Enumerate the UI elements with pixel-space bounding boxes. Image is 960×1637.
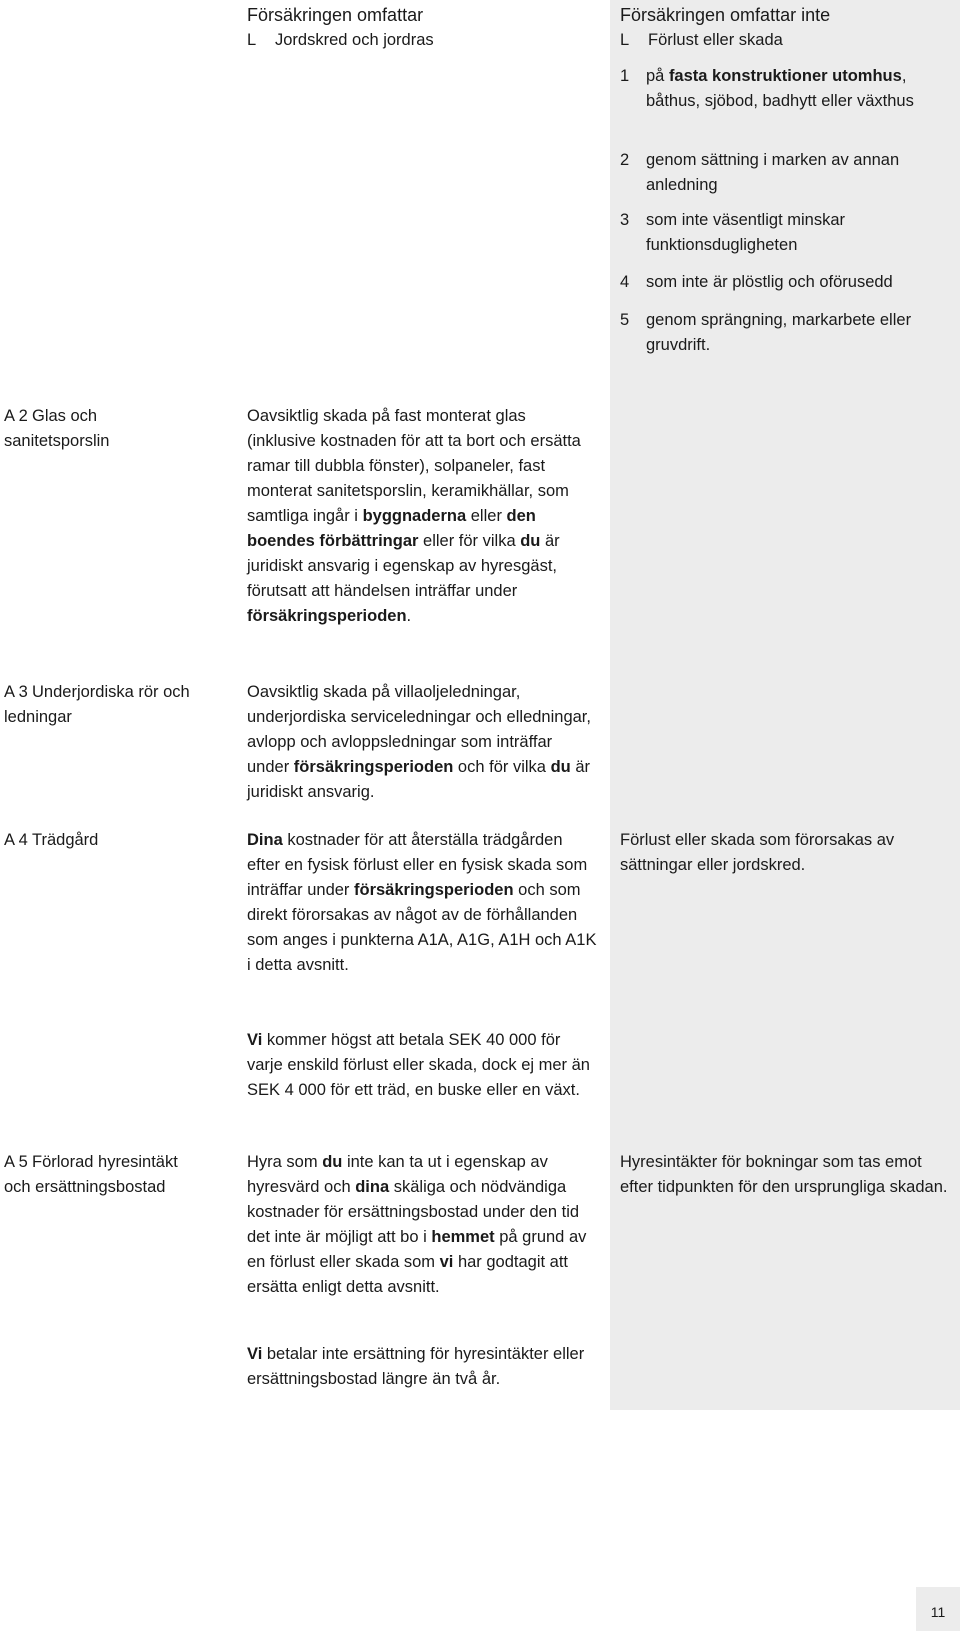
section-a2-covers: Oavsiktlig skada på fast monterat glas (inklusive kostnaden för att ta bort och ersätta ramar till dubbla fönster), solpaneler, fast monterat sanitetsporslin, keramikhällar, som samtliga ingår i byggnaderna eller den boendes förbättringar eller för vilka du är juridiskt ansvarig i egenskap av hyresgäst, förutsatt att händelsen inträffar under försäkringsperioden. — [247, 407, 581, 625]
section-a5-title: A 5 Förlorad hyresintäkt och ersättningsbostad — [4, 1150, 234, 1200]
not-covers-loss — [620, 28, 950, 53]
item-number: 2 — [620, 151, 630, 169]
item-number: 5 — [620, 311, 630, 329]
not-covers-header: Försäkringen omfattar inte — [620, 5, 831, 25]
list-marker: L — [620, 31, 630, 49]
section-a4-limit: Vi kommer högst att betala SEK 40 000 för varje enskild förlust eller skada, dock ej mer än SEK 4 000 för ett träd, en buske eller en växt. — [247, 1031, 590, 1099]
item-text: genom sättning i marken av annan anledning — [646, 151, 900, 194]
item-text: på fasta konstruktioner utomhus, båthus, sjöbod, badhytt eller växthus — [646, 67, 914, 110]
section-code: A 2 — [4, 407, 28, 425]
section-a5-covers: Hyra som du inte kan ta ut i egenskap av hyresvärd och dina skäliga och nödvändiga kostnader för ersättningsbostad under den tid det inte är möjligt att bo i hemmet på grund av en förlust eller skada som vi har godtagit att ersätta enligt detta avsnitt. — [247, 1153, 587, 1296]
section-code: A 5 — [4, 1153, 28, 1171]
exclusion-item-2 — [620, 148, 950, 198]
item-number: 3 — [620, 211, 630, 229]
section-a4-title: A 4 Trädgård — [4, 828, 234, 853]
exclusion-item-5 — [620, 308, 950, 358]
item-number: 1 — [620, 67, 630, 85]
covers-landslide — [247, 28, 597, 53]
item-text: som inte väsentligt minskar funktionsdugligheten — [646, 211, 845, 254]
section-a5-exclusion: Hyresintäkter för bokningar som tas emot efter tidpunkten för den ursprungliga skadan. — [620, 1153, 948, 1196]
covers-header: Försäkringen omfattar — [247, 5, 424, 25]
section-a4-covers: Dina kostnader för att återställa trädgården efter en fysisk förlust eller en fysisk skada som inträffar under försäkringsperioden och som direkt förorsakas av något av de förhållanden som anges i punkterna A1A, A1G, A1H och A1K i detta avsnitt. — [247, 831, 597, 974]
section-code: A 4 — [4, 831, 28, 849]
section-code: A 3 — [4, 683, 28, 701]
item-text: som inte är plöstlig och oförusedd — [646, 273, 893, 291]
exclusion-item-3 — [620, 208, 950, 258]
section-a2-title: A 2 Glas och sanitetsporslin — [4, 404, 234, 454]
list-marker: L — [247, 31, 257, 49]
item-number: 4 — [620, 273, 630, 291]
section-a5-limit: Vi betalar inte ersättning för hyresintäkter eller ersättningsbostad längre än två år. — [247, 1345, 585, 1388]
section-a3-title: A 3 Underjordiska rör och ledningar — [4, 680, 234, 730]
section-a4-exclusion: Förlust eller skada som förorsakas av sättningar eller jordskred. — [620, 831, 895, 874]
exclusion-item-4 — [620, 270, 950, 295]
exclusion-item-1 — [620, 64, 950, 114]
not-covers-loss-text: Förlust eller skada — [648, 31, 783, 49]
page-number: 11 — [916, 1587, 960, 1631]
covers-landslide-text: Jordskred och jordras — [275, 31, 434, 49]
item-text: genom sprängning, markarbete eller gruvdrift. — [646, 311, 912, 354]
section-a3-covers: Oavsiktlig skada på villaoljeledningar, underjordiska serviceledningar och elledningar, avlopp och avloppsledningar som inträffar under försäkringsperioden och för vilka du är juridiskt ansvarig. — [247, 683, 591, 801]
